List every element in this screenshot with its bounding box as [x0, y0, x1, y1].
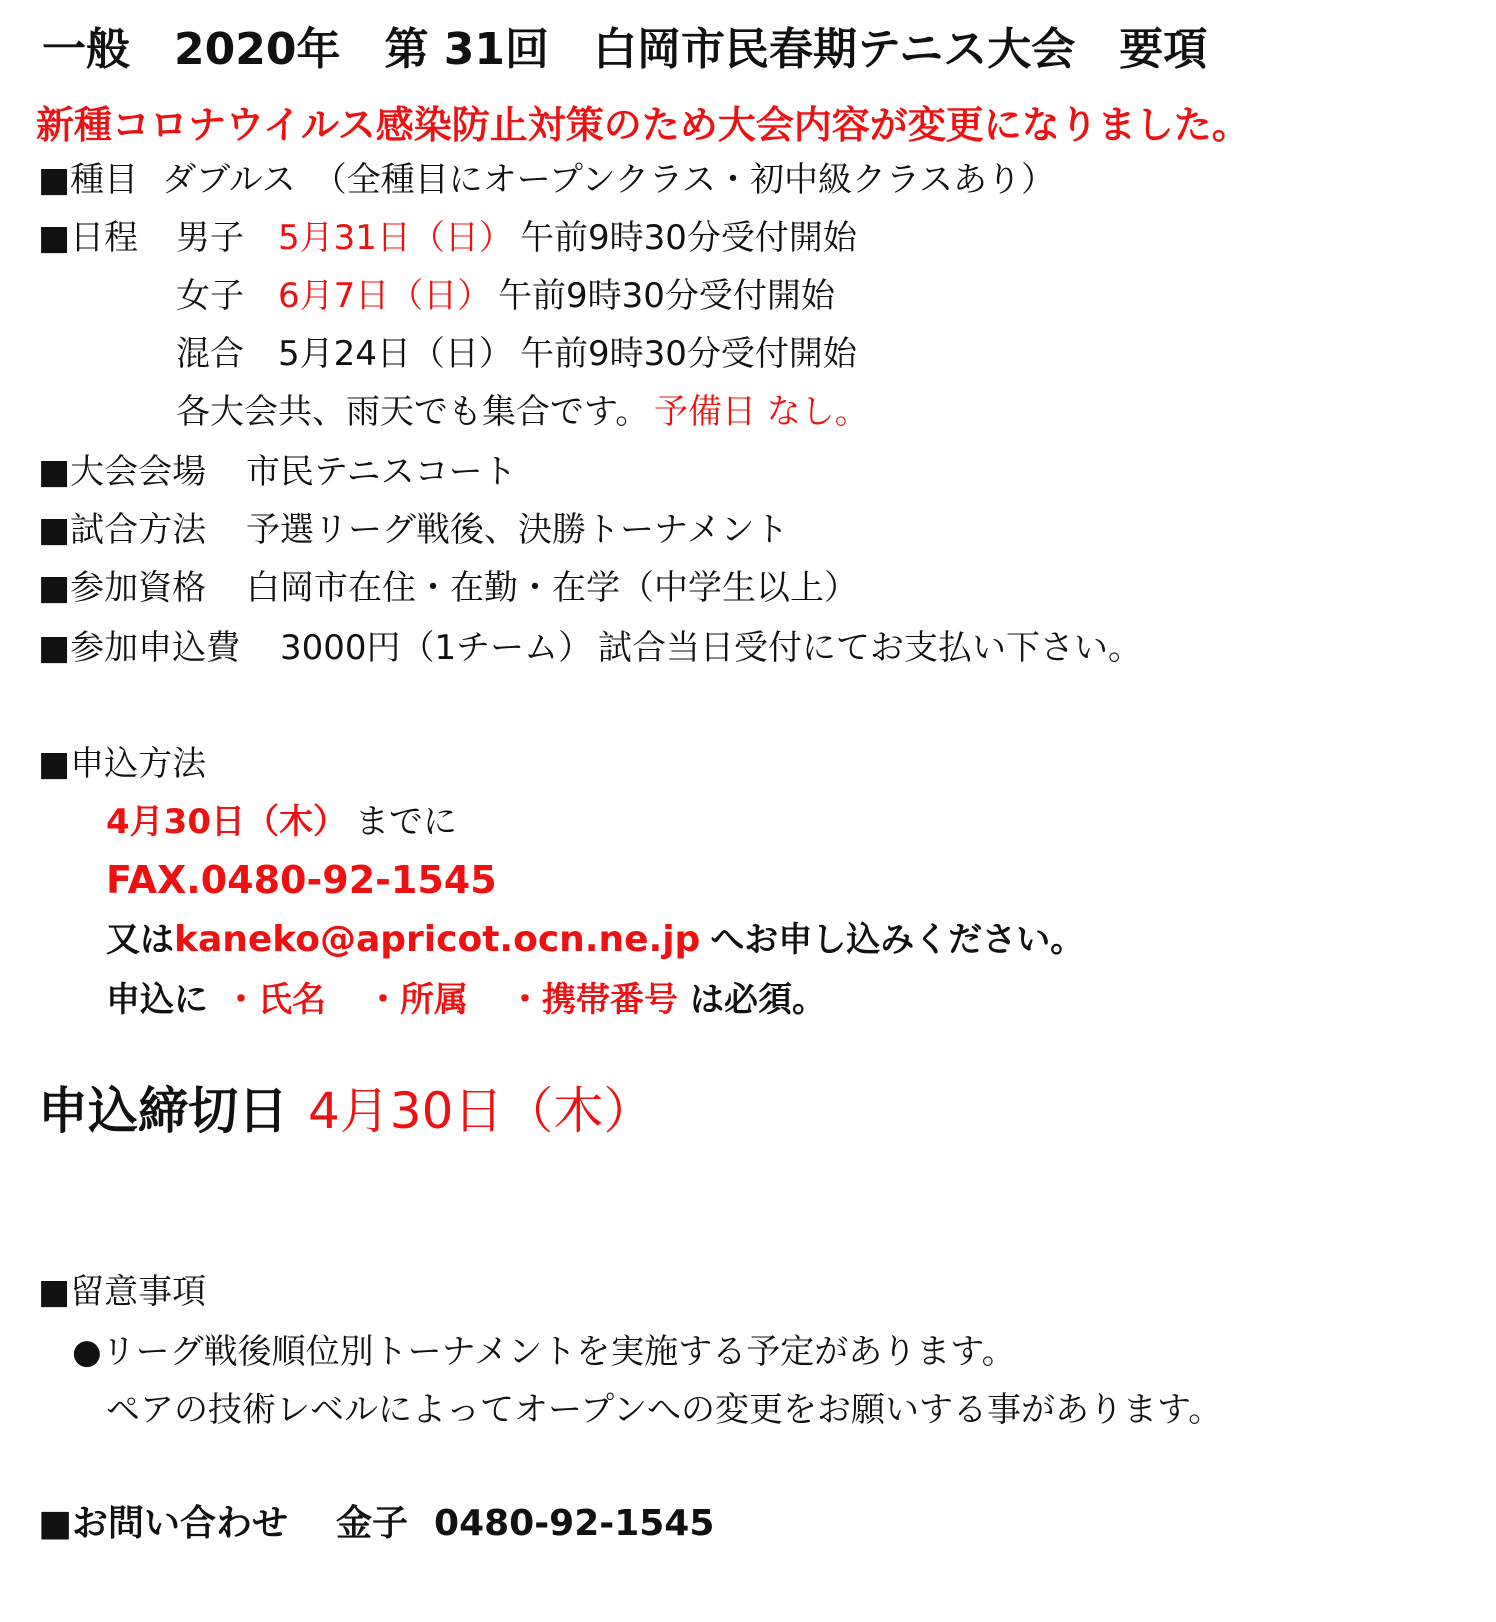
schedule-time-men: 午前9時30分受付開始	[520, 218, 857, 258]
application-email-suffix: へお申し込みください。	[710, 920, 1085, 960]
schedule-date-mixed: 5月24日（日）	[278, 334, 513, 374]
venue-value: 市民テニスコート	[246, 452, 517, 492]
schedule-time-women: 午前9時30分受付開始	[498, 276, 835, 316]
application-email-row	[106, 918, 1084, 962]
fee-value: 3000円（1チーム）	[280, 628, 593, 668]
notes-line-1: ●リーグ戦後順位別トーナメントを実施する予定があります。	[72, 1332, 1016, 1372]
required-item-affiliation: ・所属	[366, 980, 468, 1020]
contact-label: ■お問い合わせ	[38, 1503, 289, 1544]
schedule-category-mixed: 混合	[176, 334, 244, 374]
application-email-link[interactable]: kaneko@apricot.ocn.ne.jp	[174, 919, 701, 960]
eligibility-label: ■参加資格	[38, 568, 207, 608]
application-deadline-date: 4月30日（木）	[106, 802, 347, 842]
closing-row	[38, 1080, 653, 1142]
contact-phone: 0480-92-1545	[434, 1503, 715, 1544]
application-required-row	[106, 978, 826, 1022]
closing-label: 申込締切日	[38, 1082, 288, 1140]
application-required-suffix: は必須。	[690, 980, 826, 1020]
required-item-phone: ・携帯番号	[508, 980, 678, 1020]
event-type-label: ■種目	[38, 160, 139, 200]
application-required-prefix: 申込に	[106, 980, 208, 1020]
fee-label: ■参加申込費	[38, 628, 241, 668]
schedule-row-men	[38, 216, 138, 260]
rain-note: 各大会共、雨天でも集合です。	[176, 392, 650, 432]
notes-label: ■留意事項	[38, 1272, 207, 1312]
schedule-date-women: 6月7日（日）	[278, 276, 492, 316]
contact-row	[38, 1502, 714, 1546]
application-deadline-row	[106, 800, 457, 844]
page-title: 一般 2020年 第 31回 白岡市民春期テニス大会 要項	[42, 24, 1208, 75]
schedule-category-men: 男子	[176, 218, 244, 258]
schedule-label: ■日程	[38, 218, 139, 258]
required-item-name: ・氏名	[224, 980, 326, 1020]
application-fax: FAX.0480-92-1545	[106, 858, 497, 902]
notes-line-2: ペアの技術レベルによってオープンへの変更をお願いする事があります。	[106, 1390, 1223, 1430]
eligibility-value: 白岡市在住・在勤・在学（中学生以上）	[246, 568, 858, 608]
schedule-category-women: 女子	[176, 276, 244, 316]
venue-label: ■大会会場	[38, 452, 207, 492]
fee-note: 試合当日受付にてお支払い下さい。	[598, 628, 1142, 668]
contact-name: 金子	[336, 1503, 409, 1544]
reserve-day: 予備日 なし。	[654, 392, 869, 432]
format-value: 予選リーグ戦後、決勝トーナメント	[246, 510, 789, 550]
schedule-date-men: 5月31日（日）	[278, 218, 513, 258]
format-label: ■試合方法	[38, 510, 207, 550]
covid-notice: 新種コロナウイルス感染防止対策のため大会内容が変更になりました。	[36, 103, 1250, 147]
application-deadline-suffix: までに	[354, 802, 457, 842]
event-type-value: ダブルス （全種目にオープンクラス・初中級クラスあり）	[162, 160, 1055, 200]
schedule-time-mixed: 午前9時30分受付開始	[520, 334, 857, 374]
event-type-row	[38, 158, 1055, 202]
application-label: ■申込方法	[38, 744, 207, 784]
closing-date: 4月30日（木）	[308, 1082, 654, 1140]
application-email-prefix: 又は	[106, 920, 174, 960]
